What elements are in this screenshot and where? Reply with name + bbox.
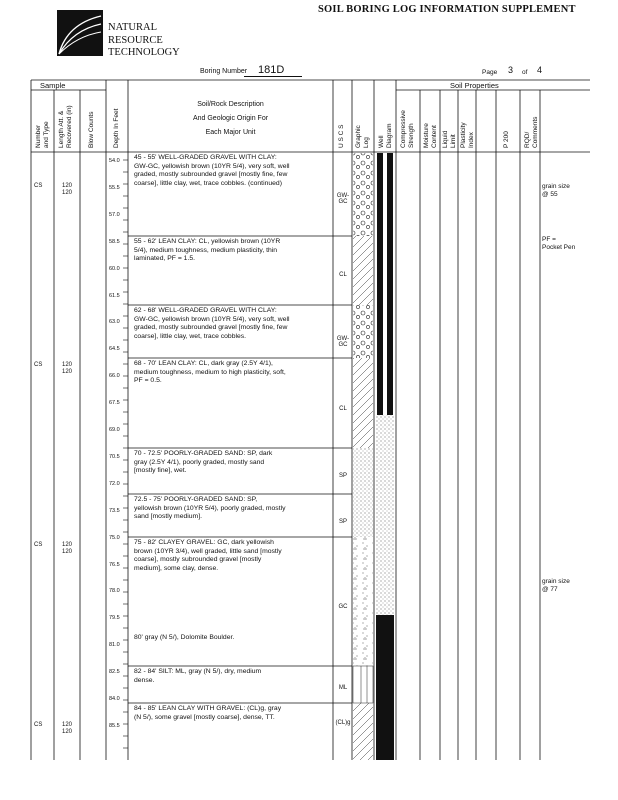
depth-tick-label: 55.5 [109, 184, 120, 191]
depth-tick-label: 58.5 [109, 238, 120, 245]
header-liquid-limit [442, 98, 457, 148]
header-length-recovered [58, 92, 73, 148]
sample-length-recovered: 120 120 [62, 722, 73, 735]
sample-type: CS [34, 542, 43, 548]
header-text: P 200 [503, 131, 510, 148]
sample-type: CS [34, 362, 43, 368]
logo-line: TECHNOLOGY [108, 47, 180, 58]
depth-tick-label: 82.5 [109, 669, 120, 676]
description-header [128, 98, 333, 140]
soil-layer-description: 82 - 84' SILT: ML, gray (N 5/), dry, medium dense. [134, 668, 262, 684]
header-well-diagram [378, 108, 393, 148]
uscs-code: SP [338, 473, 347, 479]
uscs-code: GW-GC [336, 193, 350, 205]
uscs-code: GW-GC [336, 336, 350, 348]
header-uscs [338, 108, 346, 148]
depth-tick-label: 67.5 [109, 400, 120, 407]
uscs-code: SP [338, 519, 347, 525]
soil-properties-group-header: Soil Properties [450, 81, 499, 90]
depth-tick-label: 79.5 [109, 615, 120, 622]
header-text: Blow Counts [88, 111, 95, 148]
header-text: Number and Type [35, 121, 50, 148]
description-header-line: Each Major Unit [205, 129, 256, 136]
sample-length-recovered: 120 120 [62, 183, 73, 196]
rqd-comment: grain size @ 77 [542, 578, 570, 593]
header-text: Depth In Feet [113, 108, 120, 148]
header-text: U S C S [338, 124, 345, 148]
header-blow-counts [88, 92, 96, 148]
page-label: Page [482, 69, 498, 76]
depth-tick-label: 64.5 [109, 346, 120, 353]
rqd-comment: grain size @ 55 [542, 183, 570, 198]
depth-tick-label: 73.5 [109, 507, 120, 514]
depth-tick-label: 63.0 [109, 319, 120, 326]
boring-number-value: 181D [258, 64, 285, 76]
header-number-type [35, 92, 50, 148]
depth-tick-label: 54.0 [109, 158, 120, 164]
page-number: 3 [508, 65, 514, 75]
soil-layer-description: 80' gray (N 5/), Dolomite Boulder. [134, 634, 235, 641]
header-depth [113, 92, 121, 148]
sample-group-header: Sample [40, 81, 66, 90]
header-graphic-log [355, 108, 370, 148]
uscs-code: ML [338, 685, 348, 691]
description-header-line: Soil/Rock Description [197, 101, 264, 108]
header-p200 [503, 98, 511, 148]
sample-type: CS [34, 183, 43, 189]
rqd-comment: PF = Pocket Pen [542, 236, 576, 251]
uscs-code: (CL)g [335, 720, 351, 726]
depth-tick-label: 85.5 [109, 722, 120, 729]
logo-line: RESOURCE [108, 34, 163, 46]
header-text: Well Diagram [378, 123, 393, 148]
header-compressive-strength [400, 98, 415, 148]
depth-tick-label: 72.0 [109, 480, 120, 487]
soil-layer-description: 45 - 55' WELL-GRADED GRAVEL WITH CLAY: GW-GC, yellowish brown (10YR 5/4), very soft, well graded, mostly subrounded gravel [mostly fine, few coarse], little clay, wet, trace cobbles. (continued) [134, 154, 290, 187]
header-text: Liquid Limit [442, 130, 457, 148]
depth-tick-label: 69.0 [109, 427, 120, 433]
depth-tick-label: 81.0 [109, 642, 120, 649]
boring-number-label: Boring Number [200, 68, 248, 75]
soil-layer-description: 70 - 72.5' POORLY-GRADED SAND: SP, dark gray (2.5Y 4/1), poorly graded, mostly sand [mostly fine], wet. [134, 450, 273, 475]
header-plasticity-index [460, 98, 475, 148]
soil-layer-description: 68 - 70' LEAN CLAY: CL, dark gray (2.5Y 4/1), medium toughness, medium to high plasticity, soft, PF = 0.5. [134, 360, 286, 385]
depth-tick-label: 57.0 [109, 211, 120, 218]
uscs-code: CL [339, 272, 347, 278]
page-total: 4 [537, 65, 543, 75]
depth-tick-label: 70.5 [109, 453, 120, 460]
soil-layer-description: 84 - 85' LEAN CLAY WITH GRAVEL: (CL)g, gray (N 5/), some gravel [mostly coarse], dense, TT. [134, 705, 282, 721]
depth-tick-label: 78.0 [109, 588, 120, 595]
header-text: Length Att. & Recovered (in) [58, 105, 73, 148]
sample-length-recovered: 120 120 [62, 542, 73, 555]
depth-tick-label: 84.0 [109, 696, 120, 702]
depth-tick-label: 75.0 [109, 534, 120, 541]
sample-type: CS [34, 722, 43, 728]
uscs-code: CL [339, 406, 347, 412]
logo-line: NATURAL [108, 22, 157, 33]
header-rqd-comments [524, 98, 539, 148]
document-title: SOIL BORING LOG INFORMATION SUPPLEMENT [318, 4, 576, 15]
header-text: Moisture Content [423, 123, 438, 148]
depth-tick-label: 60.0 [109, 265, 120, 272]
sample-length-recovered: 120 120 [62, 362, 73, 375]
soil-layer-description: 75 - 82' CLAYEY GRAVEL: GC, dark yellowish brown (10YR 3/4), well graded, little sand [mostly coarse], mostly subrounded gravel [mostly medium], some clay, dense. [134, 539, 282, 572]
header-text: RQD/ Comments [524, 116, 539, 148]
header-text: Graphic Log [355, 125, 370, 148]
header-text: Compressive Strength [400, 110, 415, 148]
uscs-code: GC [338, 604, 348, 610]
depth-tick-label: 76.5 [109, 561, 120, 568]
depth-tick-label: 61.5 [109, 292, 120, 299]
soil-layer-description: 55 - 62' LEAN CLAY: CL, yellowish brown (10YR 5/4), medium toughness, medium plasticity, thin laminated, PF = 1.5. [134, 238, 281, 263]
header-text: Plasticity Index [460, 122, 475, 148]
page-of-label: of [522, 69, 528, 76]
soil-layer-description: 62 - 68' WELL-GRADED GRAVEL WITH CLAY: GW-GC, yellowish brown (10YR 5/4), very soft, well graded, mostly subrounded gravel [mostly fine, few coarse], little clay, wet, trace cobbles. [134, 307, 290, 340]
description-header-line: And Geologic Origin For [192, 115, 269, 122]
soil-layer-description: 72.5 - 75' POORLY-GRADED SAND: SP, yellowish brown (10YR 5/4), poorly graded, mostly sand [mostly medium]. [134, 496, 286, 521]
depth-tick-label: 66.0 [109, 373, 120, 380]
header-moisture-content [423, 98, 438, 148]
